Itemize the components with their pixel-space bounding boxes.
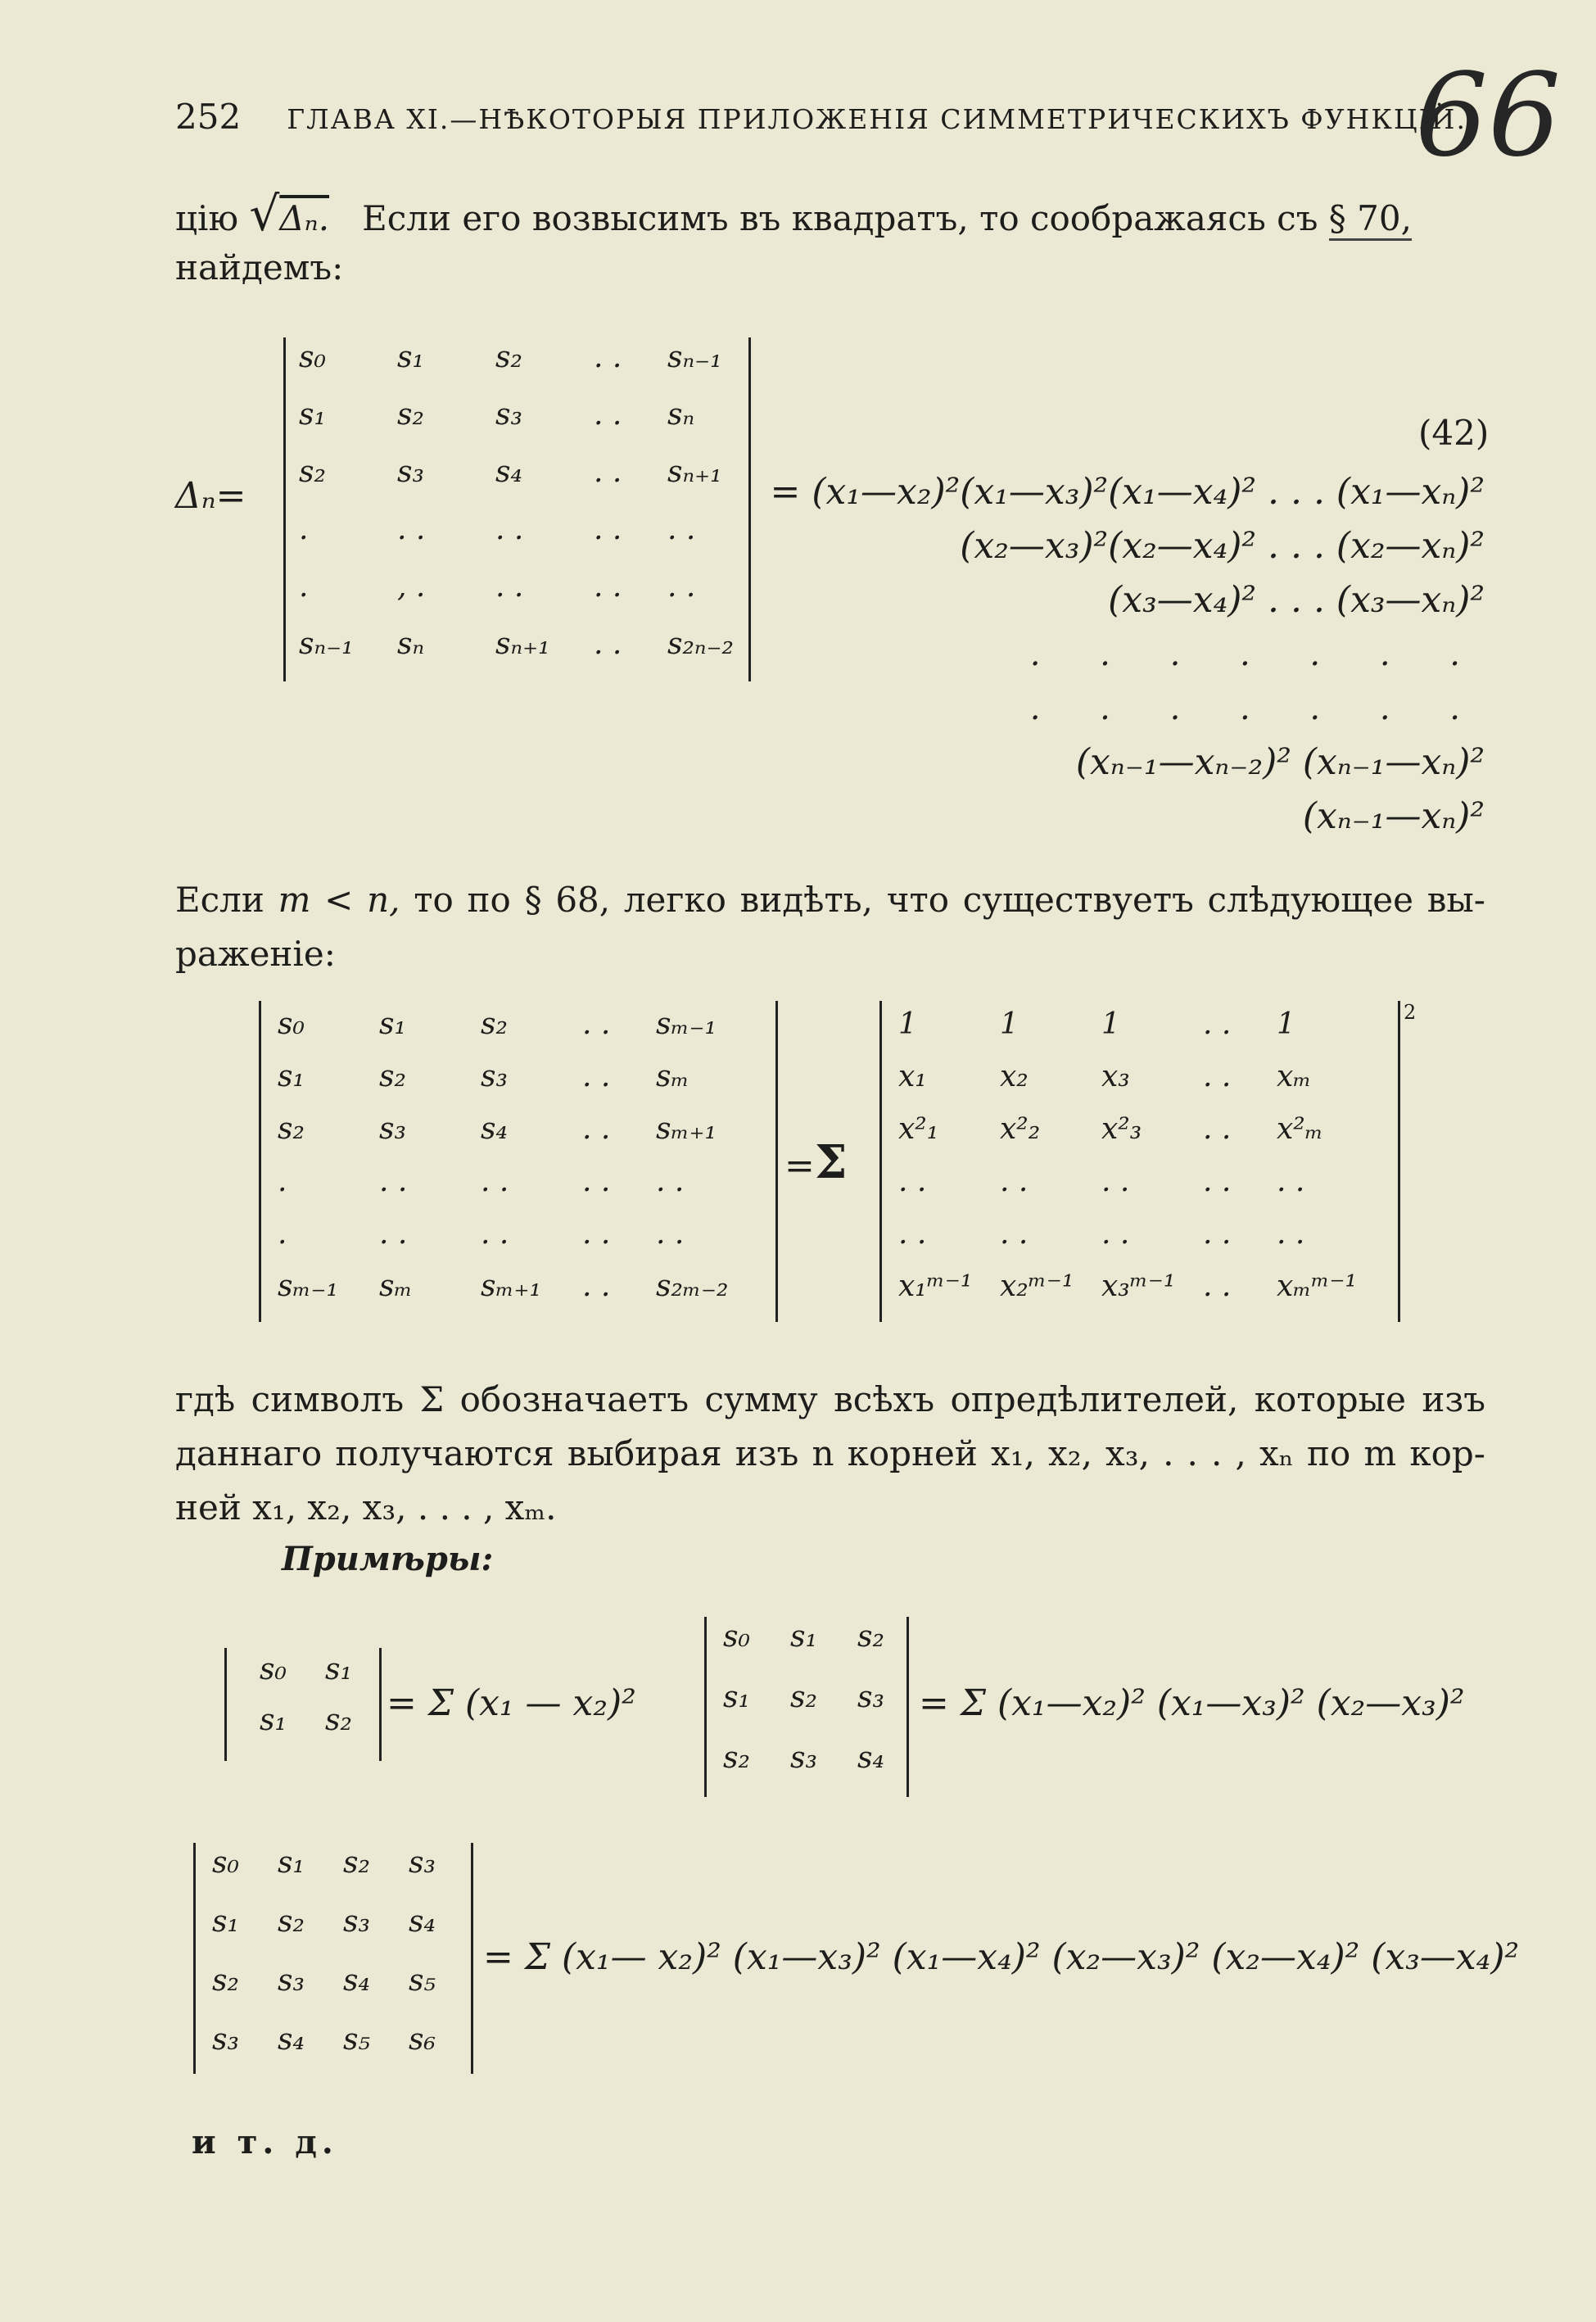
example1-determinant [224,1648,382,1761]
matrix-entry: s₆ [409,2023,436,2057]
sigma-symbol: Σ [814,1135,848,1189]
matrix-entry: . . [379,1165,408,1198]
vandermonde-determinant [879,1001,1400,1322]
matrix-entry: s₁ [723,1681,750,1714]
matrix-entry: s₂ [397,398,424,432]
eq42-rhs-line: (x₃—x₄)² . . . (x₃—xₙ)² [1108,579,1485,621]
example1-rhs: = Σ (x₁ — x₂)² [387,1682,636,1724]
matrix-entry: s₂ [379,1060,406,1093]
matrix-entry: sₙ₋₁ [299,627,354,661]
matrix-entry: s₂ [278,1905,305,1939]
determinant-sm [259,1001,778,1322]
equals-sign: = [784,1145,815,1187]
matrix-entry: . . [1277,1165,1305,1198]
matrix-entry: sₘ₊₁ [656,1112,717,1146]
matrix-entry: s₅ [409,1964,436,1998]
matrix-entry: sₙ₋₁ [667,341,722,374]
matrix-entry: . . [594,398,622,432]
matrix-entry: x₁ᵐ⁻¹ [898,1270,973,1303]
matrix-entry: . . [667,570,696,604]
matrix-entry: s₂ₘ₋₂ [656,1270,729,1303]
et-cetera: и т. д. [192,2123,338,2161]
matrix-entry: 1 [1101,1007,1120,1041]
matrix-entry: . . [582,1165,611,1198]
matrix-entry: s₁ [379,1007,406,1041]
para1-line2: найдемъ: [175,247,344,287]
matrix-entry: s₁ [212,1905,239,1939]
matrix-entry: s₄ [278,2023,305,2057]
matrix-entry: s₁ [260,1704,287,1737]
matrix-entry: sₘ [656,1060,689,1093]
matrix-entry: s₂ [481,1007,508,1041]
matrix-entry: s₃ [212,2023,239,2057]
matrix-entry: 1 [898,1007,917,1041]
running-title: ГЛАВА XI.—НѢКОТОРЫЯ ПРИЛОЖЕНІЯ СИММЕТРИЧЕСКИХЪ ФУНКЦІЙ. [287,103,1467,135]
matrix-entry: . . [1277,1217,1305,1251]
matrix-entry: sₙ₊₁ [667,455,722,489]
matrix-entry: , . [397,570,426,604]
matrix-entry: . [299,570,309,604]
matrix-entry: sₘ₋₁ [278,1270,338,1303]
matrix-entry: s₁ [790,1620,817,1654]
matrix-entry: s₂ [325,1704,352,1737]
eq42-rhs-line: (xₙ₋₁—xₙ₋₂)² (xₙ₋₁—xₙ)² [1075,741,1485,783]
matrix-entry: s₃ [481,1060,508,1093]
matrix-entry: . . [1101,1217,1130,1251]
matrix-entry: s₃ [397,455,424,489]
matrix-entry: s₀ [299,341,326,374]
matrix-entry: s₂ [723,1741,750,1775]
matrix-entry: s₄ [495,455,522,489]
matrix-entry: . . [1203,1112,1232,1146]
matrix-entry: s₃ [379,1112,406,1146]
matrix-entry: s₄ [481,1112,508,1146]
matrix-entry: s₃ [495,398,522,432]
matrix-entry: . . [495,570,524,604]
matrix-entry: s₀ [723,1620,750,1654]
matrix-entry: . . [656,1217,685,1251]
matrix-entry: s₁ [299,398,326,432]
matrix-entry: s₂ [495,341,522,374]
matrix-entry: . . [582,1217,611,1251]
matrix-entry: s₁ [278,1060,305,1093]
matrix-entry: . . [582,1007,611,1041]
equation-number: (42) [1418,413,1490,453]
matrix-entry: x₂ [1000,1060,1029,1093]
para3-line1: гдѣ символъ Σ обозначаетъ сумму всѣхъ опредѣлителей, которые изъ [175,1379,1485,1419]
matrix-entry: . [278,1217,287,1251]
matrix-entry: s₀ [260,1653,287,1686]
matrix-entry: s₀ [212,1846,239,1880]
matrix-entry: . . [481,1165,509,1198]
vandermonde-power: 2 [1404,1001,1417,1024]
matrix-entry: x₃ᵐ⁻¹ [1101,1270,1176,1303]
matrix-entry: . . [582,1270,611,1303]
radical-argument: Δₙ. [279,198,330,238]
eq42-rhs-line: (xₙ₋₁—xₙ)² [1302,795,1485,837]
matrix-entry: . . [397,513,426,546]
matrix-entry: . . [898,1165,927,1198]
running-header [175,97,1467,137]
examples-heading: Примѣры: [282,1540,494,1578]
matrix-entry: s₂ [857,1620,884,1654]
matrix-entry: s₅ [343,2023,370,2057]
matrix-entry: . . [379,1217,408,1251]
eq-m-equals [784,1135,847,1189]
matrix-entry: s₂ [343,1846,370,1880]
eq42-rhs [771,465,1485,844]
matrix-entry: s₂ₙ₋₂ [667,627,734,661]
example3-determinant [193,1843,473,2074]
matrix-entry: x²₃ [1101,1112,1142,1146]
matrix-entry: s₄ [857,1741,884,1775]
matrix-entry: s₃ [343,1905,370,1939]
example3-rhs: = Σ (x₁— x₂)² (x₁—x₃)² (x₁—x₄)² (x₂—x₃)² (x₂—x₄)² (x₃—x₄)² [483,1936,1520,1978]
matrix-entry: . . [1101,1165,1130,1198]
eq42-rhs-line: . . . . . . . [1029,636,1485,673]
matrix-entry: . . [495,513,524,546]
matrix-entry: . . [1000,1165,1029,1198]
matrix-entry: x₃ [1101,1060,1130,1093]
section-ref-70: § 70, [1329,198,1412,241]
matrix-entry: s₀ [278,1007,305,1041]
matrix-entry: s₁ [325,1653,352,1686]
matrix-entry: s₃ [790,1741,817,1775]
matrix-entry: s₃ [409,1846,436,1880]
matrix-entry: 1 [1000,1007,1019,1041]
matrix-entry: . . [1203,1165,1232,1198]
matrix-entry: . . [898,1217,927,1251]
page-number: 252 [175,97,242,137]
matrix-entry: sₙ [667,398,695,432]
matrix-entry: sₙ [397,627,425,661]
matrix-entry: sₘ₊₁ [481,1270,541,1303]
matrix-entry: s₄ [343,1964,370,1998]
para1-line1 [175,187,1412,246]
para2-start: Если [175,880,264,920]
matrix-entry: . . [582,1112,611,1146]
determinant-sn [283,337,751,681]
matrix-entry: . . [1000,1217,1029,1251]
matrix-entry: sₘ [379,1270,413,1303]
matrix-entry: s₂ [212,1964,239,1998]
matrix-entry: . . [1203,1060,1232,1093]
matrix-entry: sₙ₊₁ [495,627,550,661]
matrix-entry: . . [1203,1217,1232,1251]
matrix-entry: . . [667,513,696,546]
matrix-entry: s₂ [790,1681,817,1714]
matrix-entry: s₃ [857,1681,884,1714]
matrix-entry: . . [1203,1007,1232,1041]
condition-m-lt-n: m < n, [278,880,400,920]
matrix-entry: s₃ [278,1964,305,1998]
matrix-entry: x²₂ [1000,1112,1041,1146]
matrix-entry: sₘ₋₁ [656,1007,717,1041]
matrix-entry: s₂ [278,1112,305,1146]
radical-sign: √ [249,186,280,242]
matrix-entry: xₘᵐ⁻¹ [1277,1270,1357,1303]
example2-determinant [704,1617,909,1797]
matrix-entry: x₁ [898,1060,927,1093]
para1-word-start: цію [175,198,239,238]
matrix-entry: s₁ [397,341,424,374]
matrix-entry: 1 [1277,1007,1295,1041]
matrix-entry: xₘ [1277,1060,1312,1093]
matrix-entry: . . [594,570,622,604]
matrix-entry: . . [594,455,622,489]
matrix-entry: . . [594,513,622,546]
matrix-entry: . . [481,1217,509,1251]
para2-rest: то по § 68, легко видѣть, что существуетъ слѣдующее вы- [414,880,1485,920]
matrix-entry: . . [1203,1270,1232,1303]
matrix-entry: . [278,1165,287,1198]
eq42-rhs-line: = (x₁—x₂)²(x₁—x₃)²(x₁—x₄)² . . . (x₁—xₙ)² [770,471,1485,513]
para3-line2: даннаго получаются выбирая изъ n корней x₁, x₂, x₃, . . . , xₙ по m кор- [175,1433,1485,1473]
example2-rhs: = Σ (x₁—x₂)² (x₁—x₃)² (x₂—x₃)² [919,1682,1465,1724]
matrix-entry: x₂ᵐ⁻¹ [1000,1270,1074,1303]
matrix-entry: s₁ [278,1846,305,1880]
para2-line2: раженіе: [175,934,336,974]
para3-line3: ней x₁, x₂, x₃, . . . , xₘ. [175,1487,557,1528]
para2-line1 [175,873,1485,927]
matrix-entry: x²ₘ [1277,1112,1323,1146]
matrix-entry: . [299,513,309,546]
eq42-rhs-line: (x₂—x₃)²(x₂—x₄)² . . . (x₂—xₙ)² [960,525,1485,567]
matrix-entry: s₄ [409,1905,436,1939]
matrix-entry: . . [656,1165,685,1198]
eq42-rhs-line: . . . . . . . [1029,690,1485,727]
matrix-entry: x²₁ [898,1112,939,1146]
matrix-entry: s₂ [299,455,326,489]
para1-text: Если его возвысимъ въ квадратъ, то соображаясь съ [362,198,1318,238]
matrix-entry: . . [594,341,622,374]
delta-n-lhs: Δₙ= [175,475,246,517]
handwritten-page-mark: 66 [1415,49,1562,183]
matrix-entry: . . [594,627,622,661]
matrix-entry: . . [582,1060,611,1093]
